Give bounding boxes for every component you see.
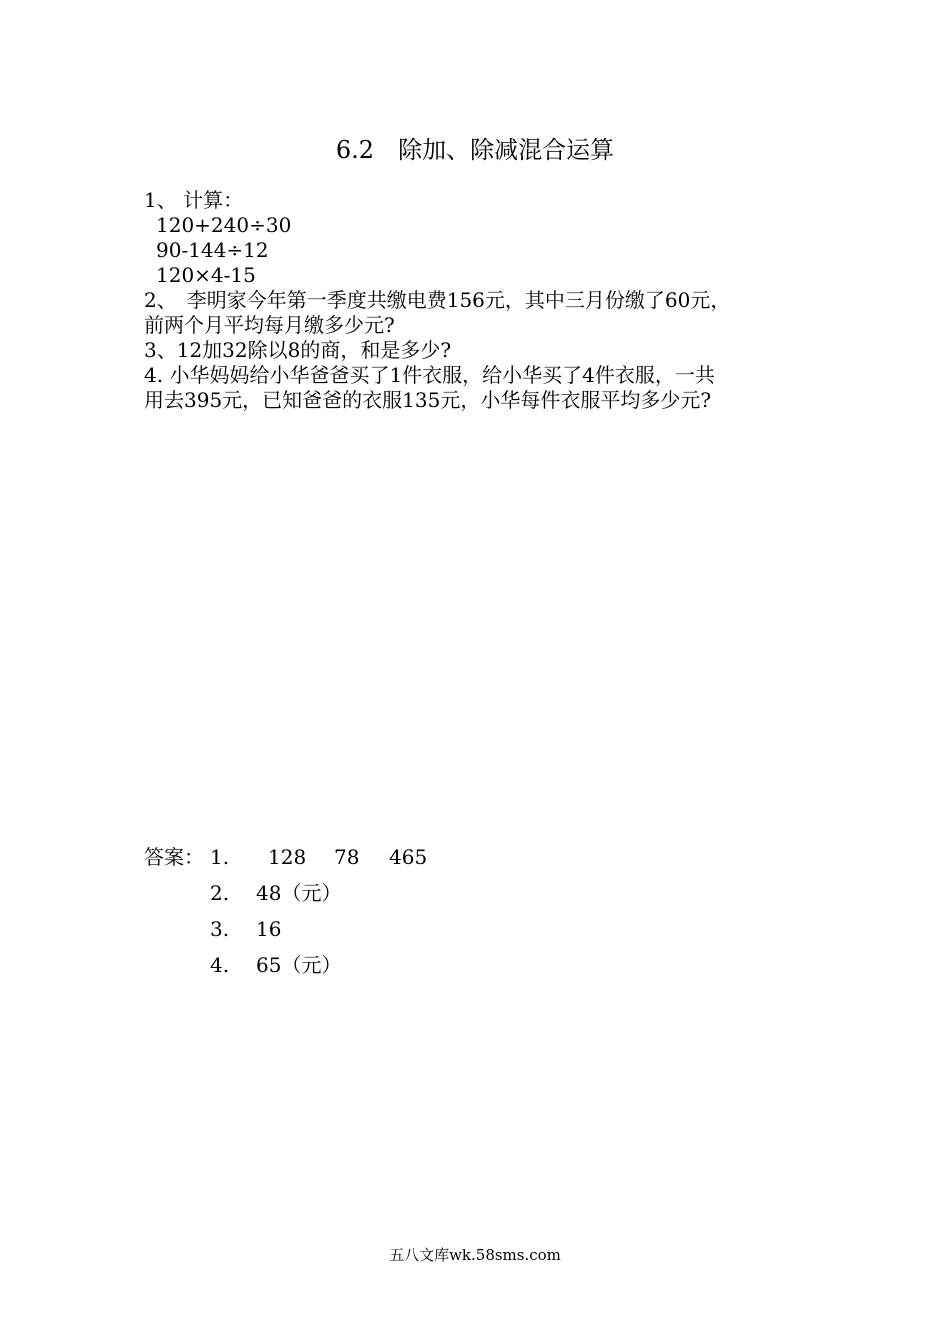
answers-label: 答案： xyxy=(144,845,204,869)
answer-4-number: 4. xyxy=(210,953,230,977)
question-3: 3、12加32除以8的商，和是多少? xyxy=(144,338,452,362)
answer-2-number: 2. xyxy=(210,881,230,905)
answer-2-value: 48（元） xyxy=(256,881,342,905)
answer-4-value: 65（元） xyxy=(256,953,342,977)
answer-1-value-1: 128 xyxy=(268,845,307,869)
answer-1-value-2: 78 xyxy=(334,845,360,869)
answer-3-value: 16 xyxy=(256,917,282,941)
question-4-line-1: 4. 小华妈妈给小华爸爸买了1件衣服，给小华买了4件衣服，一共 xyxy=(144,363,715,387)
answer-3-number: 3. xyxy=(210,917,230,941)
question-2-line-2: 前两个月平均每月缴多少元? xyxy=(144,313,395,337)
question-1-label: 1、 计算： xyxy=(144,188,244,212)
question-1-item-3: 120×4-15 xyxy=(156,263,256,287)
page-title: 6.2 除加、除减混合运算 xyxy=(335,136,615,164)
answer-1-number: 1. xyxy=(210,845,230,869)
question-4-line-2: 用去395元，已知爸爸的衣服135元，小华每件衣服平均多少元? xyxy=(144,388,712,412)
question-1-item-1: 120+240÷30 xyxy=(156,213,292,237)
question-1-item-2: 90-144÷12 xyxy=(156,238,269,262)
footer-watermark: 五八文库wk.58sms.com xyxy=(389,1246,561,1264)
answer-1-value-3: 465 xyxy=(389,845,428,869)
question-2-line-1: 2、 李明家今年第一季度共缴电费156元，其中三月份缴了60元， xyxy=(144,288,731,312)
